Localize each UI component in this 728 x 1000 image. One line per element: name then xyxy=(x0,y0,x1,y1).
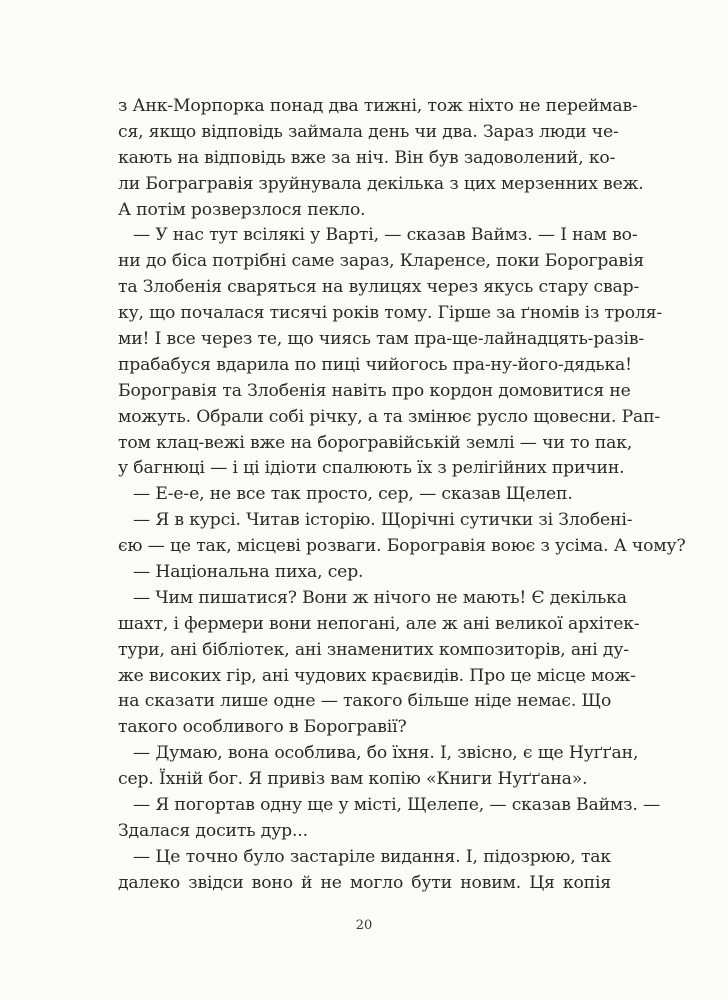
text-line: ся, якщо відповідь займала день чи два. Зараз люди че- xyxy=(118,121,619,142)
text-line: сер. Їхній бог. Я привіз вам копію «Книги Нуґґана». xyxy=(118,769,588,790)
page-text xyxy=(118,94,686,897)
page-number: 20 xyxy=(355,918,373,933)
text-line: — Е-е-е, не все так просто, сер, — сказав Щелеп. xyxy=(133,484,573,505)
text-line: — У нас тут всілякі у Варті, — сказав Ваймз. — І нам во- xyxy=(133,225,638,246)
text-line: — Думаю, вона особлива, бо їхня. І, звісно, є ще Нуґґан, xyxy=(133,743,639,764)
text-line: з Анк-Морпорка понад два тижні, тож ніхто не переймав- xyxy=(118,96,638,116)
text-line: — Я погортав одну ще у місті, Щелепе, — сказав Ваймз. — xyxy=(133,795,661,816)
text-line: єю — це так, місцеві розваги. Борогравія воює з усіма. А чому? xyxy=(118,536,686,557)
text-line: ни до біса потрібні саме зараз, Кларенсе, поки Борогравія xyxy=(118,251,644,272)
text-line: на сказати лише одне — такого більше ніде немає. Що xyxy=(118,691,612,712)
text-line: можуть. Обрали собі річку, а та змінює русло щовесни. Рап- xyxy=(118,406,661,427)
text-line: прабабуся вдарила по пиці чийогось пра-ну-його-дядька! xyxy=(118,354,632,375)
text-line: тури, ані бібліотек, ані знаменитих композиторів, ані ду- xyxy=(118,639,629,660)
text-line: Здалася досить дур... xyxy=(118,820,308,841)
text-line: — Національна пиха, сер. xyxy=(133,562,364,583)
text-line: — Чим пишатися? Вони ж нічого не мають! Є декілька xyxy=(133,587,627,608)
text-line: шахт, і фермери вони непогані, але ж ані великої архітек- xyxy=(118,613,640,634)
text-line: ми! І все через те, що чиясь там пра-ще-лайнадцять-разів- xyxy=(118,329,645,350)
text-line: том клац-вежі вже на борогравійській землі — чи то пак, xyxy=(118,432,633,453)
text-line: кають на відповідь вже за ніч. Він був задоволений, ко- xyxy=(118,147,616,168)
text-line: — Я в курсі. Читав історію. Щорічні сутички зі Злобені- xyxy=(133,510,633,531)
text-line: ку, що почалася тисячі років тому. Гірше за ґномів із троля- xyxy=(118,303,663,324)
text-line: А потім розверзлося пекло. xyxy=(118,199,366,220)
text-line: у багнюці — і ці ідіоти спалюють їх з релігійних причин. xyxy=(118,458,625,479)
text-line: же високих гір, ані чудових краєвидів. Про це місце мож- xyxy=(118,665,636,686)
text-line: Борогравія та Злобенія навіть про кордон домовитися не xyxy=(118,380,631,401)
text-line: ли Бограгравія зруйнувала декілька з цих мерзенних веж. xyxy=(118,173,644,194)
text-line: — Це точно було застаріле видання. І, підозрюю, так xyxy=(133,846,611,867)
text-line: та Злобенія сваряться на вулицях через якусь стару свар- xyxy=(118,277,640,298)
text-line: далеко звідси воно й не могло бути новим. Ця копія xyxy=(118,872,611,893)
text-line: такого особливого в Борогравії? xyxy=(118,717,407,738)
